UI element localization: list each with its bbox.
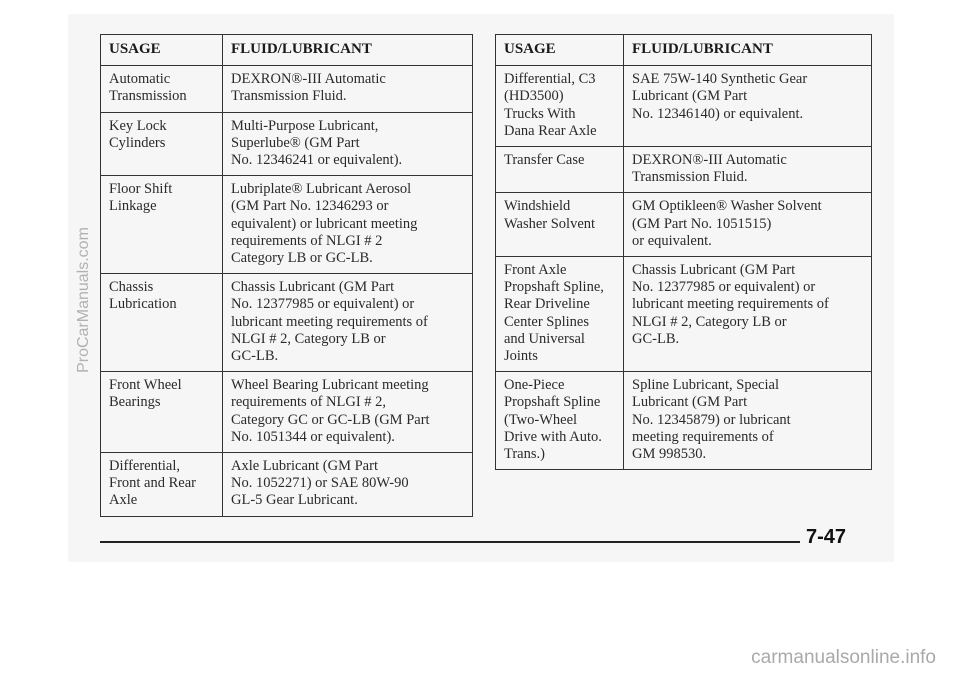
fluid-cell-line: Axle Lubricant (GM Part [231,458,378,475]
fluid-cell-line: Category LB or GC-LB. [231,250,373,267]
fluid-cell-line: NLGI # 2, Category LB or [632,313,787,330]
fluid-cell-line: No. 12377985 or equivalent) or [231,296,415,313]
fluid-cell-line: DEXRON®-III Automatic [231,71,386,88]
fluid-cell [223,372,473,453]
usage-cell-line: Axle [109,492,138,509]
fluid-cell-line: No. 12346241 or equivalent). [231,152,403,169]
table-row [101,66,473,112]
usage-cell-line: Front Axle [504,262,567,279]
fluid-cell-line: GC-LB. [632,330,680,347]
usage-cell [496,372,624,470]
footer-watermark: carmanualsonline.info [751,647,936,668]
usage-cell-line: Lubrication [109,296,177,313]
table-header-row [101,35,473,66]
usage-cell-line: Drive with Auto. [504,428,602,445]
side-watermark: ProCarManuals.com [75,227,92,373]
table-row [496,193,872,257]
lubricant-table-right [495,34,872,470]
fluid-cell-line: Wheel Bearing Lubricant meeting [231,377,429,394]
usage-cell-line: Transmission [109,88,187,105]
usage-cell-line: and Universal [504,330,585,347]
fluid-cell-line: GL-5 Gear Lubricant. [231,492,358,509]
usage-cell [101,453,223,517]
fluid-cell [624,372,872,470]
fluid-cell-line: Chassis Lubricant (GM Part [231,279,395,296]
fluid-cell-line: No. 12346140) or equivalent. [632,105,804,122]
fluid-cell [624,257,872,372]
table-row [496,147,872,193]
usage-cell-line: Propshaft Spline [504,394,601,411]
usage-cell-line: Bearings [109,394,161,411]
usage-cell-line: Linkage [109,198,157,215]
fluid-cell-line: No. 12377985 or equivalent) or [632,279,816,296]
table-row [496,257,872,372]
fluid-cell-line: or equivalent. [632,232,712,249]
fluid-cell [624,66,872,147]
usage-cell [101,176,223,274]
usage-cell-line: Front Wheel [109,377,182,394]
fluid-header: FLUID/LUBRICANT [624,35,872,66]
fluid-cell [223,66,473,112]
usage-cell-line: Chassis [109,279,154,296]
fluid-cell-line: meeting requirements of [632,428,774,445]
fluid-cell-line: SAE 75W-140 Synthetic Gear [632,71,808,88]
table-header-row [496,35,872,66]
manual-page [68,14,894,562]
usage-cell [496,257,624,372]
fluid-cell-line: Lubricant (GM Part [632,88,748,105]
fluid-cell-line: Superlube® (GM Part [231,134,360,151]
usage-cell-line: Windshield [504,198,571,215]
usage-header: USAGE [101,35,223,66]
usage-cell-line: Joints [504,348,538,365]
usage-cell [496,66,624,147]
usage-cell [496,147,624,193]
fluid-cell-line: requirements of NLGI # 2 [231,232,383,249]
fluid-header: FLUID/LUBRICANT [223,35,473,66]
usage-cell [101,372,223,453]
usage-cell [496,193,624,257]
usage-cell-line: One-Piece [504,377,565,394]
usage-cell-line: Differential, [109,458,180,475]
usage-cell-line: Dana Rear Axle [504,122,597,139]
page-number: 7-47 [806,526,847,548]
usage-cell-line: Differential, C3 [504,71,596,88]
usage-cell-line: Center Splines [504,313,589,330]
table-row [101,112,473,176]
fluid-cell-line: Lubriplate® Lubricant Aerosol [231,181,412,198]
fluid-cell-line: No. 1052271) or SAE 80W-90 [231,475,409,492]
usage-cell-line: Front and Rear [109,475,196,492]
fluid-cell-line: GC-LB. [231,348,279,365]
fluid-cell-line: lubricant meeting requirements of [231,313,428,330]
usage-cell-line: Propshaft Spline, [504,279,604,296]
fluid-cell-line: Transmission Fluid. [231,88,347,105]
fluid-cell [223,274,473,372]
fluid-cell-line: DEXRON®-III Automatic [632,152,787,169]
usage-cell-line: Trans.) [504,446,545,463]
fluid-cell-line: GM 998530. [632,446,707,463]
fluid-cell-line: Multi-Purpose Lubricant, [231,117,379,134]
fluid-cell-line: (GM Part No. 1051515) [632,215,772,232]
fluid-cell-line: requirements of NLGI # 2, [231,394,387,411]
fluid-cell-line: lubricant meeting requirements of [632,296,829,313]
fluid-cell-line: Transmission Fluid. [632,169,748,186]
fluid-cell-line: equivalent) or lubricant meeting [231,215,418,232]
fluid-cell-line: (GM Part No. 12346293 or [231,198,389,215]
usage-cell-line: Automatic [109,71,171,88]
usage-cell-line: (Two-Wheel [504,411,578,428]
lubricant-table-left [100,34,473,517]
fluid-cell-line: Spline Lubricant, Special [632,377,779,394]
fluid-cell-line: NLGI # 2, Category LB or [231,330,386,347]
fluid-cell-line: Category GC or GC-LB (GM Part [231,411,430,428]
fluid-cell [624,147,872,193]
fluid-cell [223,112,473,176]
usage-cell [101,66,223,112]
footer-rule [100,541,800,543]
table-row [101,372,473,453]
fluid-cell [223,453,473,517]
fluid-cell [223,176,473,274]
usage-cell [101,112,223,176]
usage-cell [101,274,223,372]
fluid-cell-line: No. 12345879) or lubricant [632,411,791,428]
table-row [101,274,473,372]
usage-cell-line: (HD3500) [504,88,564,105]
usage-cell-line: Trucks With [504,105,576,122]
table-row [101,453,473,517]
usage-header: USAGE [496,35,624,66]
fluid-cell-line: GM Optikleen® Washer Solvent [632,198,822,215]
table-row [496,66,872,147]
fluid-cell [624,193,872,257]
usage-cell-line: Washer Solvent [504,215,596,232]
usage-cell-line: Key Lock [109,117,167,134]
usage-cell-line: Rear Driveline [504,296,590,313]
table-row [496,372,872,470]
fluid-cell-line: Lubricant (GM Part [632,394,748,411]
usage-cell-line: Transfer Case [504,152,585,169]
usage-cell-line: Floor Shift [109,181,173,198]
fluid-cell-line: No. 1051344 or equivalent). [231,428,395,445]
usage-cell-line: Cylinders [109,134,166,151]
fluid-cell-line: Chassis Lubricant (GM Part [632,262,796,279]
table-row [101,176,473,274]
